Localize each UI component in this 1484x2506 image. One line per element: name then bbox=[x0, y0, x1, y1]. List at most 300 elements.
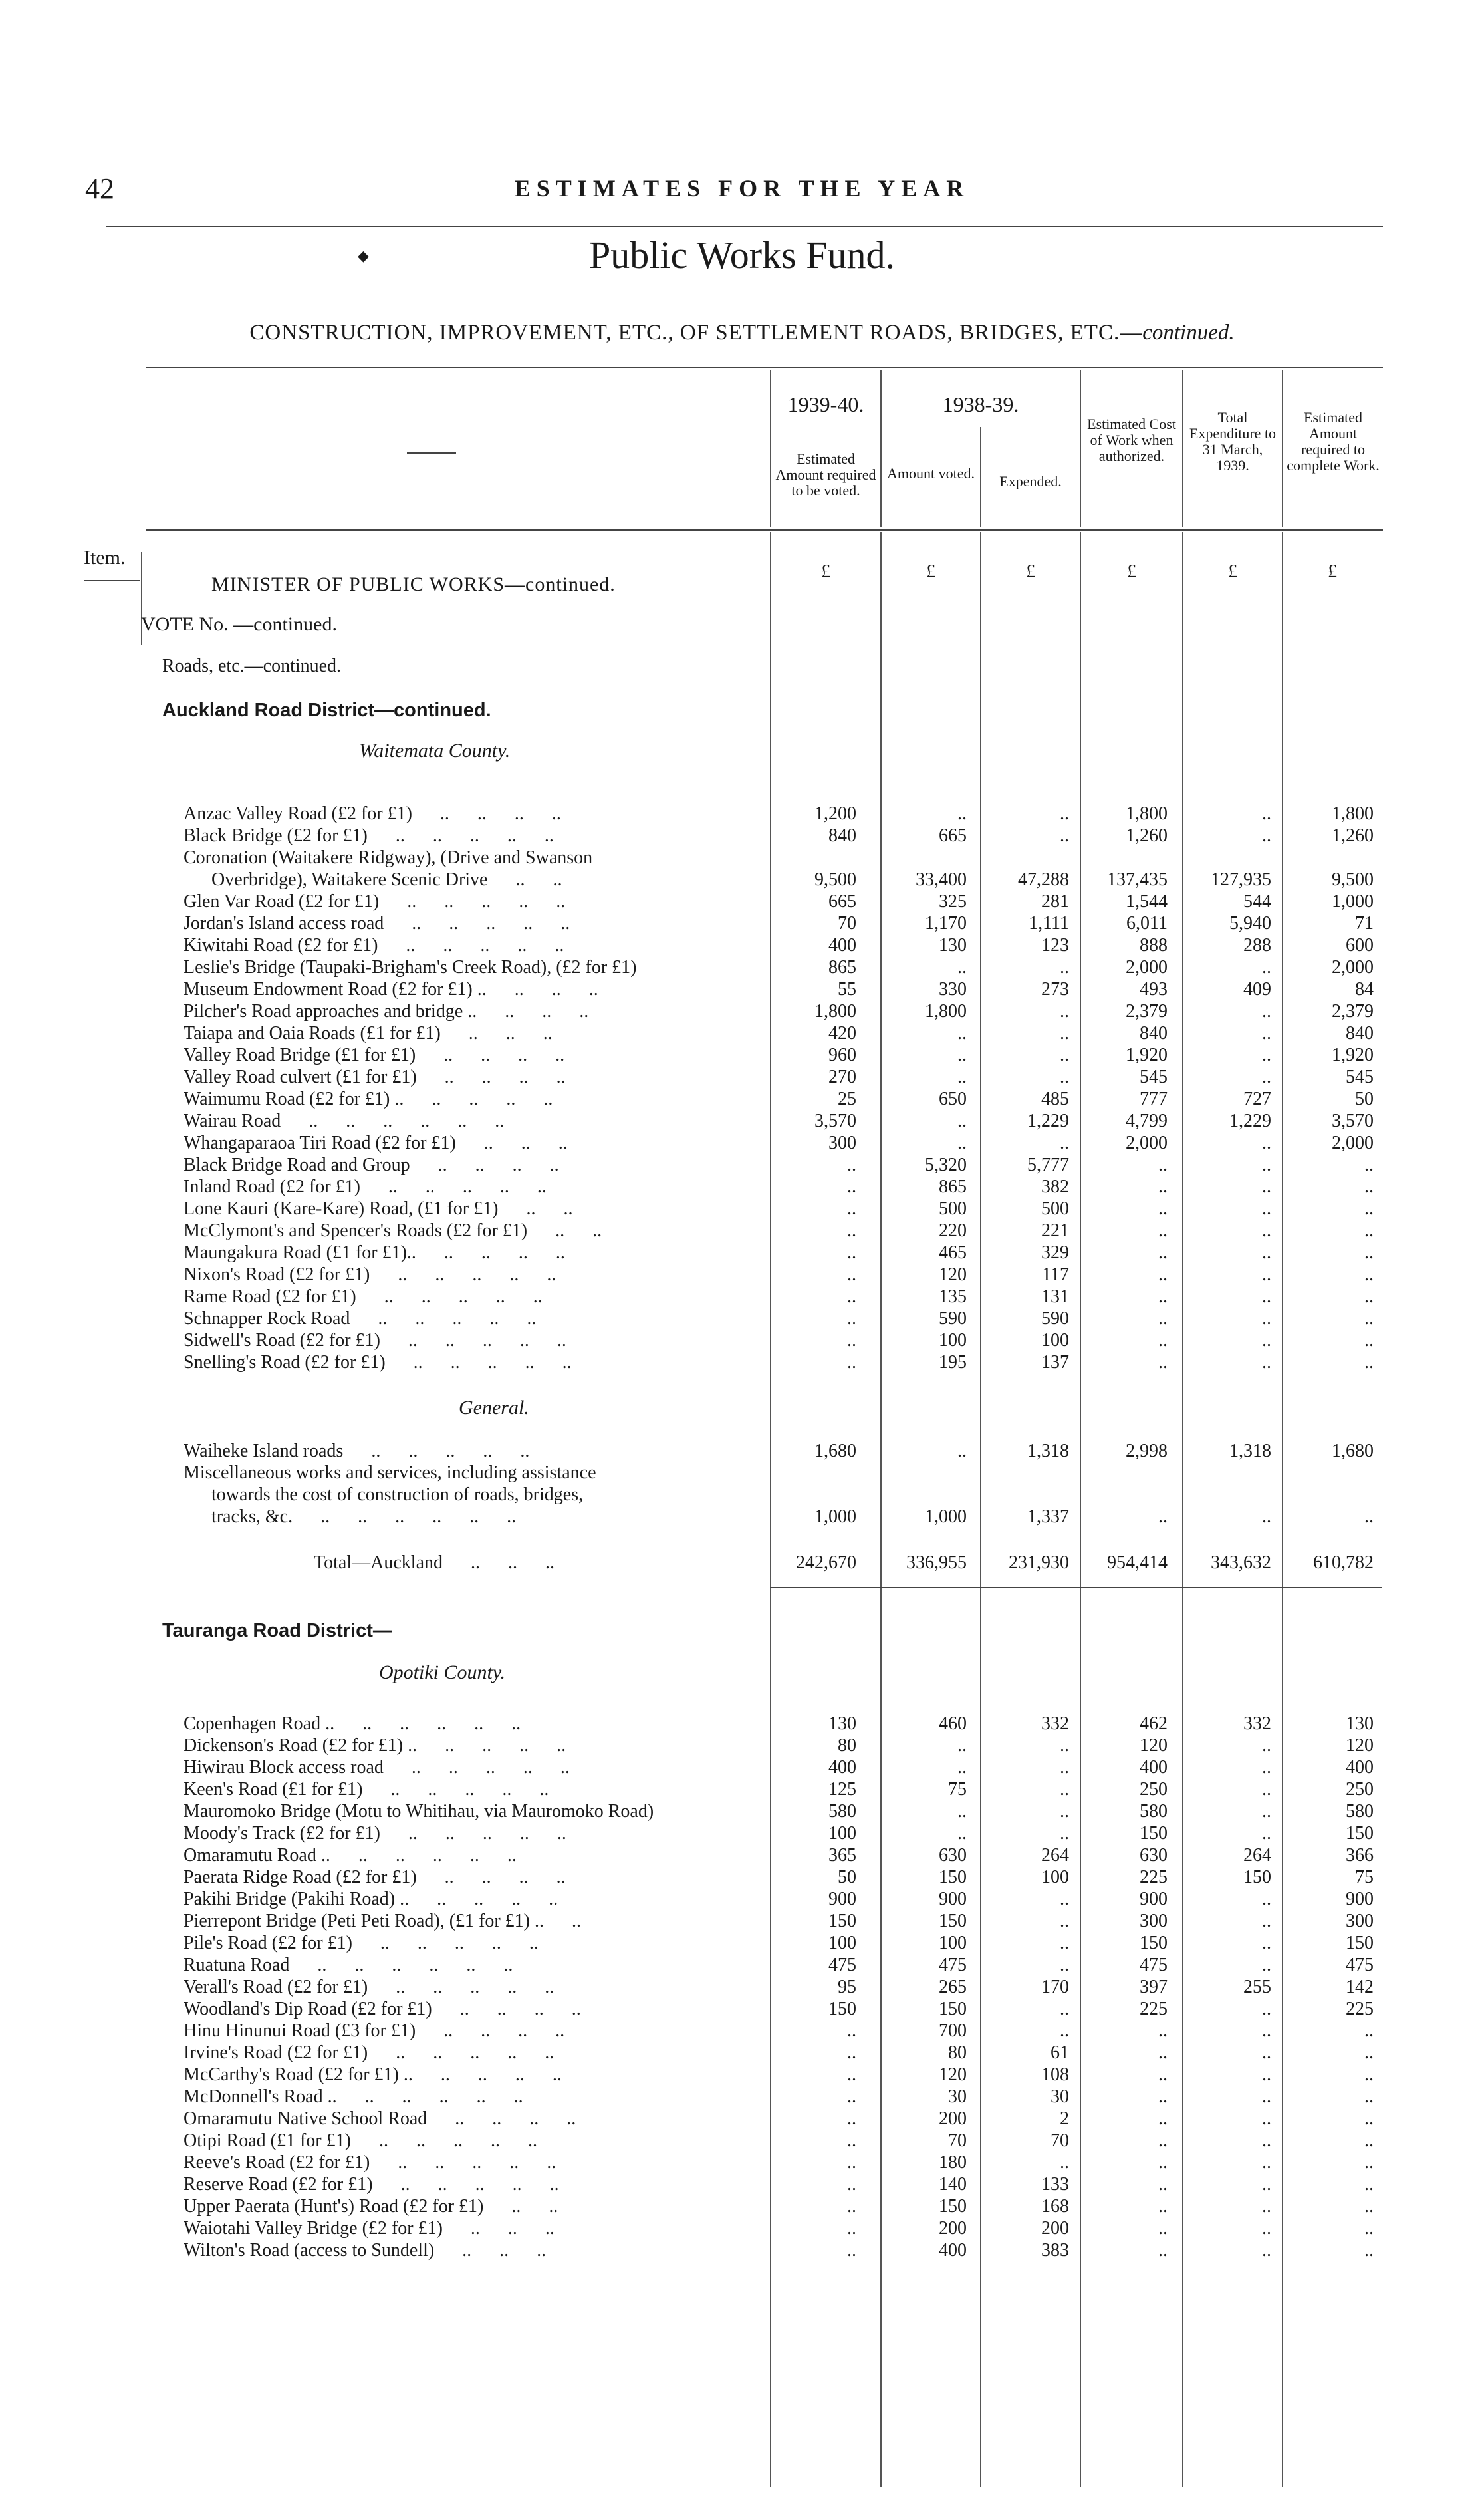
cell-col-2: .. bbox=[1060, 1955, 1069, 1975]
cell-col-5: .. bbox=[1364, 1352, 1374, 1373]
cell-col-4: .. bbox=[1262, 1220, 1271, 1241]
cell-col-5: 130 bbox=[1346, 1713, 1374, 1734]
row-label: Pile's Road (£2 for £1) .. .. .. .. .. bbox=[184, 1933, 539, 1953]
cell-col-3: .. bbox=[1158, 2020, 1168, 2041]
row-label: Omaramutu Native School Road .. .. .. .. bbox=[184, 2108, 576, 2129]
item-rule bbox=[84, 580, 140, 581]
row-label: Black Bridge (£2 for £1) .. .. .. .. .. bbox=[184, 825, 554, 846]
cell-col-1: 70 bbox=[948, 2130, 967, 2151]
cell-col-3: .. bbox=[1158, 2152, 1168, 2173]
row-label: Paerata Ridge Road (£2 for £1) .. .. .. .. bbox=[184, 1867, 566, 1887]
cell-col-3: .. bbox=[1158, 2196, 1168, 2217]
cell-col-0: 70 bbox=[838, 913, 856, 934]
cell-col-2: 61 bbox=[1051, 2042, 1069, 2063]
cell-col-5: 366 bbox=[1346, 1845, 1374, 1866]
cell-col-1: 80 bbox=[948, 2042, 967, 2063]
cell-col-4: .. bbox=[1262, 1001, 1271, 1022]
cell-col-2: .. bbox=[1060, 1757, 1069, 1778]
cell-col-4: .. bbox=[1262, 1933, 1271, 1953]
cell-col-5: .. bbox=[1364, 1177, 1374, 1197]
cell-col-3: .. bbox=[1158, 2042, 1168, 2063]
cell-col-5: 2,000 bbox=[1332, 957, 1374, 978]
row-label: Miscellaneous works and services, including assistance bbox=[184, 1462, 596, 1483]
cell-col-5: 610,782 bbox=[1313, 1552, 1374, 1573]
cell-col-4: 544 bbox=[1243, 891, 1271, 912]
cell-col-4: .. bbox=[1262, 2174, 1271, 2195]
cell-col-1: 1,000 bbox=[925, 1506, 967, 1527]
cell-col-4: .. bbox=[1262, 1330, 1271, 1351]
cell-col-0: .. bbox=[847, 2240, 856, 2261]
cell-col-4: 343,632 bbox=[1211, 1552, 1271, 1573]
cell-col-0: .. bbox=[847, 1264, 856, 1285]
cell-col-2: .. bbox=[1060, 1023, 1069, 1044]
col-divider bbox=[1080, 370, 1081, 527]
cell-col-2: 5,777 bbox=[1027, 1155, 1069, 1175]
cell-col-2: 1,111 bbox=[1029, 913, 1069, 934]
cell-col-4: .. bbox=[1262, 2086, 1271, 2107]
table-row bbox=[0, 1177, 1484, 1198]
table-row bbox=[0, 1264, 1484, 1286]
cell-col-1: 865 bbox=[939, 1177, 967, 1197]
table-row bbox=[0, 1155, 1484, 1176]
cell-col-0: 1,680 bbox=[814, 1441, 856, 1461]
cell-col-3: 2,379 bbox=[1126, 1001, 1168, 1022]
cell-col-5: 75 bbox=[1355, 1867, 1374, 1887]
cell-col-3: 630 bbox=[1140, 1845, 1168, 1866]
cell-col-1: 1,170 bbox=[925, 913, 967, 934]
total-rule bbox=[770, 1587, 1382, 1588]
header-dash bbox=[407, 452, 456, 454]
cell-col-0: .. bbox=[847, 2174, 856, 2195]
cell-col-1: .. bbox=[957, 803, 967, 824]
row-label: Valley Road culvert (£1 for £1) .. .. .. .. bbox=[184, 1067, 566, 1087]
table-row bbox=[0, 1242, 1484, 1264]
cell-col-0: .. bbox=[847, 1155, 856, 1175]
cell-col-5: .. bbox=[1364, 2152, 1374, 2173]
cell-col-1: 700 bbox=[939, 2020, 967, 2041]
cell-col-0: 960 bbox=[828, 1045, 856, 1065]
table-row bbox=[0, 1198, 1484, 1220]
cell-col-2: .. bbox=[1060, 1999, 1069, 2019]
cell-col-1: 325 bbox=[939, 891, 967, 912]
table-row bbox=[0, 1308, 1484, 1329]
cell-col-4: .. bbox=[1262, 1955, 1271, 1975]
col-divider bbox=[1182, 370, 1183, 527]
cell-col-4: .. bbox=[1262, 1999, 1271, 2019]
table-row bbox=[0, 1823, 1484, 1844]
cell-col-5: 545 bbox=[1346, 1067, 1374, 1087]
cell-col-4: 127,935 bbox=[1211, 869, 1271, 890]
cell-col-5: 150 bbox=[1346, 1933, 1374, 1953]
cell-col-2: .. bbox=[1060, 1735, 1069, 1756]
table-row bbox=[0, 1352, 1484, 1373]
cell-col-0: 840 bbox=[828, 825, 856, 846]
cell-col-1: 120 bbox=[939, 1264, 967, 1285]
cell-col-2: 273 bbox=[1041, 979, 1069, 1000]
cell-col-4: .. bbox=[1262, 2218, 1271, 2239]
row-label: Wilton's Road (access to Sundell) .. .. .. bbox=[184, 2240, 547, 2261]
table-row bbox=[0, 825, 1484, 847]
row-label: Woodland's Dip Road (£2 for £1) .. .. .. .. bbox=[184, 1999, 581, 2019]
row-label: Keen's Road (£1 for £1) .. .. .. .. .. bbox=[184, 1779, 549, 1800]
cell-col-3: .. bbox=[1158, 1155, 1168, 1175]
cell-col-4: .. bbox=[1262, 2108, 1271, 2129]
row-label: Jordan's Island access road .. .. .. .. .. bbox=[184, 913, 570, 934]
cell-col-0: .. bbox=[847, 1286, 856, 1307]
cell-col-4: .. bbox=[1262, 1823, 1271, 1844]
cell-col-1: .. bbox=[957, 957, 967, 978]
row-label: Dickenson's Road (£2 for £1) .. .. .. .. .. bbox=[184, 1735, 566, 1756]
cell-col-2: 117 bbox=[1042, 1264, 1069, 1285]
fund-mark-icon: ◆ bbox=[358, 247, 369, 264]
cell-col-1: 180 bbox=[939, 2152, 967, 2173]
cell-col-0: .. bbox=[847, 1352, 856, 1373]
cell-col-0: 25 bbox=[838, 1089, 856, 1109]
currency-symbol: £ bbox=[926, 561, 935, 582]
fund-title: Public Works Fund. bbox=[589, 233, 895, 277]
table-row bbox=[0, 1111, 1484, 1132]
cell-col-2: .. bbox=[1060, 957, 1069, 978]
year-1939-heading: 1939-40. bbox=[787, 392, 864, 416]
cell-col-5: 475 bbox=[1346, 1955, 1374, 1975]
cell-col-2: .. bbox=[1060, 803, 1069, 824]
auckland-district-heading: Auckland Road District—continued. bbox=[162, 700, 491, 721]
table-row bbox=[0, 847, 1484, 869]
cell-col-0: .. bbox=[847, 2218, 856, 2239]
cell-col-0: .. bbox=[847, 2042, 856, 2063]
cell-col-2: .. bbox=[1060, 1889, 1069, 1909]
cell-col-3: 400 bbox=[1140, 1757, 1168, 1778]
cell-col-3: 840 bbox=[1140, 1023, 1168, 1044]
cell-col-3: 900 bbox=[1140, 1889, 1168, 1909]
row-label: tracks, &c. .. .. .. .. .. .. bbox=[211, 1506, 517, 1527]
cell-col-0: .. bbox=[847, 2064, 856, 2085]
cell-col-4: .. bbox=[1262, 1177, 1271, 1197]
cell-col-4: .. bbox=[1262, 803, 1271, 824]
row-label: Taiapa and Oaia Roads (£1 for £1) .. .. .. bbox=[184, 1023, 553, 1044]
cell-col-0: 150 bbox=[828, 1999, 856, 2019]
cell-col-5: 150 bbox=[1346, 1823, 1374, 1844]
table-row bbox=[0, 935, 1484, 956]
cell-col-5: .. bbox=[1364, 2196, 1374, 2217]
table-row bbox=[0, 1462, 1484, 1484]
table-row bbox=[0, 1977, 1484, 1998]
col-estimated-cost: Estimated Cost of Work when authorized. bbox=[1087, 416, 1176, 464]
cell-col-2: 47,288 bbox=[1018, 869, 1069, 890]
cell-col-2: .. bbox=[1060, 1001, 1069, 1022]
cell-col-2: 131 bbox=[1041, 1286, 1069, 1307]
row-label: Omaramutu Road .. .. .. .. .. .. bbox=[184, 1845, 517, 1866]
opotiki-county-heading: Opotiki County. bbox=[379, 1661, 505, 1683]
waitemata-county-heading: Waitemata County. bbox=[359, 740, 511, 762]
cell-col-3: .. bbox=[1158, 1506, 1168, 1527]
col-estimated-voted: Estimated Amount required to be voted. bbox=[775, 450, 876, 499]
row-label: Waimumu Road (£2 for £1) .. .. .. .. .. bbox=[184, 1089, 553, 1109]
cell-col-0: .. bbox=[847, 2130, 856, 2151]
cell-col-4: .. bbox=[1262, 1757, 1271, 1778]
cell-col-0: .. bbox=[847, 1220, 856, 1241]
cell-col-5: .. bbox=[1364, 2064, 1374, 2085]
cell-col-2: .. bbox=[1060, 825, 1069, 846]
cell-col-5: 840 bbox=[1346, 1023, 1374, 1044]
header-bottom-rule bbox=[146, 529, 1383, 531]
row-label: Otipi Road (£1 for £1) .. .. .. .. .. bbox=[184, 2130, 537, 2151]
cell-col-5: .. bbox=[1364, 2086, 1374, 2107]
cell-col-3: 225 bbox=[1140, 1999, 1168, 2019]
cell-col-5: .. bbox=[1364, 1220, 1374, 1241]
cell-col-0: 55 bbox=[838, 979, 856, 1000]
cell-col-0: 420 bbox=[828, 1023, 856, 1044]
row-label: Irvine's Road (£2 for £1) .. .. .. .. .. bbox=[184, 2042, 555, 2063]
cell-col-4: 5,940 bbox=[1229, 913, 1271, 934]
row-label: Copenhagen Road .. .. .. .. .. .. bbox=[184, 1713, 521, 1734]
cell-col-2: 485 bbox=[1041, 1089, 1069, 1109]
cell-col-1: 500 bbox=[939, 1198, 967, 1219]
cell-col-5: 400 bbox=[1346, 1757, 1374, 1778]
cell-col-5: 1,260 bbox=[1332, 825, 1374, 846]
cell-col-3: .. bbox=[1158, 1308, 1168, 1329]
cell-col-2: 133 bbox=[1041, 2174, 1069, 2195]
cell-col-2: 137 bbox=[1041, 1352, 1069, 1373]
cell-col-4: 288 bbox=[1243, 935, 1271, 956]
cell-col-3: 150 bbox=[1140, 1823, 1168, 1844]
row-label: Waiheke Island roads .. .. .. .. .. bbox=[184, 1441, 530, 1461]
cell-col-1: 475 bbox=[939, 1955, 967, 1975]
cell-col-4: .. bbox=[1262, 1308, 1271, 1329]
cell-col-0: 475 bbox=[828, 1955, 856, 1975]
cell-col-0: 1,000 bbox=[814, 1506, 856, 1527]
cell-col-4: .. bbox=[1262, 1133, 1271, 1153]
cell-col-3: .. bbox=[1158, 2064, 1168, 2085]
cell-col-0: .. bbox=[847, 2108, 856, 2129]
cell-col-1: .. bbox=[957, 1735, 967, 1756]
cell-col-3: 6,011 bbox=[1126, 913, 1168, 934]
table-row bbox=[0, 1133, 1484, 1154]
row-label: Reserve Road (£2 for £1) .. .. .. .. .. bbox=[184, 2174, 559, 2195]
row-label: Coronation (Waitakere Ridgway), (Drive and Swanson bbox=[184, 847, 593, 868]
cell-col-1: 33,400 bbox=[916, 869, 967, 890]
table-row bbox=[0, 1506, 1484, 1528]
general-heading: General. bbox=[459, 1397, 529, 1419]
cell-col-4: .. bbox=[1262, 1045, 1271, 1065]
cell-col-5: .. bbox=[1364, 1308, 1374, 1329]
cell-col-5: .. bbox=[1364, 1286, 1374, 1307]
col-estimated-complete: Estimated Amount required to complete Work. bbox=[1287, 409, 1380, 474]
cell-col-3: 2,000 bbox=[1126, 957, 1168, 978]
cell-col-3: 397 bbox=[1140, 1977, 1168, 1997]
cell-col-3: .. bbox=[1158, 2086, 1168, 2107]
table-row bbox=[0, 1286, 1484, 1308]
cell-col-1: 650 bbox=[939, 1089, 967, 1109]
cell-col-3: 954,414 bbox=[1107, 1552, 1168, 1573]
cell-col-5: .. bbox=[1364, 2218, 1374, 2239]
cell-col-0: 665 bbox=[828, 891, 856, 912]
row-label: Inland Road (£2 for £1) .. .. .. .. .. bbox=[184, 1177, 547, 1197]
row-label: Upper Paerata (Hunt's) Road (£2 for £1) .. .. bbox=[184, 2196, 558, 2217]
cell-col-4: 409 bbox=[1243, 979, 1271, 1000]
table-row bbox=[0, 1933, 1484, 1954]
cell-col-3: 1,260 bbox=[1126, 825, 1168, 846]
cell-col-4: 332 bbox=[1243, 1713, 1271, 1734]
cell-col-3: 888 bbox=[1140, 935, 1168, 956]
cell-col-4: .. bbox=[1262, 1242, 1271, 1263]
cell-col-3: .. bbox=[1158, 2108, 1168, 2129]
table-row bbox=[0, 2174, 1484, 2195]
cell-col-2: 100 bbox=[1041, 1330, 1069, 1351]
cell-col-5: .. bbox=[1364, 2240, 1374, 2261]
total-row-line bbox=[0, 1552, 1484, 1574]
cell-col-4: .. bbox=[1262, 1067, 1271, 1087]
roads-heading: Roads, etc.—continued. bbox=[162, 656, 342, 676]
table-row bbox=[0, 1801, 1484, 1822]
row-label: Maungakura Road (£1 for £1).. .. .. .. .. bbox=[184, 1242, 565, 1263]
cell-col-0: .. bbox=[847, 1330, 856, 1351]
cell-col-3: .. bbox=[1158, 2240, 1168, 2261]
cell-col-1: 330 bbox=[939, 979, 967, 1000]
row-label: Mauromoko Bridge (Motu to Whitihau, via Mauromoko Road) bbox=[184, 1801, 654, 1822]
cell-col-5: .. bbox=[1364, 2042, 1374, 2063]
table-row bbox=[0, 1955, 1484, 1976]
cell-col-5: .. bbox=[1364, 1506, 1374, 1527]
page-number: 42 bbox=[85, 172, 114, 205]
cell-col-5: 1,680 bbox=[1332, 1441, 1374, 1461]
currency-symbol: £ bbox=[1228, 561, 1237, 582]
cell-col-3: .. bbox=[1158, 1264, 1168, 1285]
cell-col-5: .. bbox=[1364, 1264, 1374, 1285]
header-rule bbox=[106, 226, 1383, 227]
cell-col-1: 265 bbox=[939, 1977, 967, 1997]
cell-col-0: 242,670 bbox=[796, 1552, 856, 1573]
cell-col-4: .. bbox=[1262, 2196, 1271, 2217]
cell-col-0: .. bbox=[847, 1242, 856, 1263]
cell-col-3: .. bbox=[1158, 2218, 1168, 2239]
cell-col-2: 332 bbox=[1041, 1713, 1069, 1734]
cell-col-4: .. bbox=[1262, 1506, 1271, 1527]
table-row bbox=[0, 2086, 1484, 2108]
cell-col-1: 336,955 bbox=[906, 1552, 967, 1573]
currency-symbol: £ bbox=[1026, 561, 1035, 582]
table-row bbox=[0, 979, 1484, 1000]
cell-col-2: 590 bbox=[1041, 1308, 1069, 1329]
cell-col-2: 108 bbox=[1041, 2064, 1069, 2085]
cell-col-0: 270 bbox=[828, 1067, 856, 1087]
table-row bbox=[0, 1484, 1484, 1506]
cell-col-1: 465 bbox=[939, 1242, 967, 1263]
cell-col-5: .. bbox=[1364, 1198, 1374, 1219]
cell-col-2: .. bbox=[1060, 1045, 1069, 1065]
cell-col-0: 50 bbox=[838, 1867, 856, 1887]
row-label: Ruatuna Road .. .. .. .. .. .. bbox=[184, 1955, 513, 1975]
cell-col-5: 225 bbox=[1346, 1999, 1374, 2019]
cell-col-0: 9,500 bbox=[814, 869, 856, 890]
cell-col-2: .. bbox=[1060, 2020, 1069, 2041]
cell-col-0: 365 bbox=[828, 1845, 856, 1866]
table-row bbox=[0, 869, 1484, 891]
cell-col-0: 300 bbox=[828, 1133, 856, 1153]
cell-col-2: 168 bbox=[1041, 2196, 1069, 2217]
cell-col-1: 460 bbox=[939, 1713, 967, 1734]
cell-col-3: 580 bbox=[1140, 1801, 1168, 1822]
cell-col-2: 200 bbox=[1041, 2218, 1069, 2239]
row-label: Museum Endowment Road (£2 for £1) .. .. .. .. bbox=[184, 979, 598, 1000]
row-label: Leslie's Bridge (Taupaki-Brigham's Creek Road), (£2 for £1) bbox=[184, 957, 637, 978]
cell-col-3: 1,544 bbox=[1126, 891, 1168, 912]
cell-col-3: 1,800 bbox=[1126, 803, 1168, 824]
cell-col-1: 150 bbox=[939, 2196, 967, 2217]
cell-col-2: .. bbox=[1060, 1823, 1069, 1844]
cell-col-1: 100 bbox=[939, 1933, 967, 1953]
table-row bbox=[0, 1330, 1484, 1351]
cell-col-4: .. bbox=[1262, 1889, 1271, 1909]
cell-col-4: .. bbox=[1262, 1155, 1271, 1175]
row-label: towards the cost of construction of roads, bridges, bbox=[211, 1484, 584, 1505]
table-row bbox=[0, 1713, 1484, 1735]
cell-col-5: 1,000 bbox=[1332, 891, 1374, 912]
cell-col-5: 580 bbox=[1346, 1801, 1374, 1822]
cell-col-3: 545 bbox=[1140, 1067, 1168, 1087]
table-row bbox=[0, 2064, 1484, 2086]
cell-col-1: 1,800 bbox=[925, 1001, 967, 1022]
cell-col-3: 2,000 bbox=[1126, 1133, 1168, 1153]
table-row bbox=[0, 913, 1484, 934]
cell-col-0: 80 bbox=[838, 1735, 856, 1756]
cell-col-4: .. bbox=[1262, 1198, 1271, 1219]
cell-col-3: .. bbox=[1158, 1286, 1168, 1307]
row-label: Valley Road Bridge (£1 for £1) .. .. .. .. bbox=[184, 1045, 565, 1065]
cell-col-4: .. bbox=[1262, 957, 1271, 978]
table-row bbox=[0, 1220, 1484, 1242]
cell-col-1: 630 bbox=[939, 1845, 967, 1866]
cell-col-5: .. bbox=[1364, 2174, 1374, 2195]
cell-col-0: 150 bbox=[828, 1911, 856, 1931]
cell-col-1: 590 bbox=[939, 1308, 967, 1329]
currency-symbol: £ bbox=[1328, 561, 1337, 582]
cell-col-0: 1,200 bbox=[814, 803, 856, 824]
cell-col-4: .. bbox=[1262, 2130, 1271, 2151]
cell-col-0: 130 bbox=[828, 1713, 856, 1734]
cell-col-2: .. bbox=[1060, 1911, 1069, 1931]
cell-col-0: 400 bbox=[828, 1757, 856, 1778]
cell-col-2: .. bbox=[1060, 1933, 1069, 1953]
row-label: Anzac Valley Road (£2 for £1) .. .. .. .. bbox=[184, 803, 561, 824]
cell-col-5: 250 bbox=[1346, 1779, 1374, 1800]
cell-col-0: 125 bbox=[828, 1779, 856, 1800]
row-label: Whangaparaoa Tiri Road (£2 for £1) .. .. .. bbox=[184, 1133, 568, 1153]
cell-col-2: 231,930 bbox=[1009, 1552, 1069, 1573]
vote-heading: VOTE No. —continued. bbox=[141, 613, 337, 635]
cell-col-5: 1,800 bbox=[1332, 803, 1374, 824]
row-label: Kiwitahi Road (£2 for £1) .. .. .. .. .. bbox=[184, 935, 564, 956]
cell-col-4: 1,229 bbox=[1229, 1111, 1271, 1131]
row-label: Wairau Road .. .. .. .. .. .. bbox=[184, 1111, 505, 1131]
currency-symbol: £ bbox=[821, 561, 830, 582]
row-label: Moody's Track (£2 for £1) .. .. .. .. .. bbox=[184, 1823, 566, 1844]
cell-col-2: 123 bbox=[1041, 935, 1069, 956]
cell-col-1: 5,320 bbox=[925, 1155, 967, 1175]
cell-col-2: 500 bbox=[1041, 1198, 1069, 1219]
cell-col-2: 264 bbox=[1041, 1845, 1069, 1866]
cell-col-2: 281 bbox=[1041, 891, 1069, 912]
table-row bbox=[0, 1757, 1484, 1778]
cell-col-3: 300 bbox=[1140, 1911, 1168, 1931]
row-label: Snelling's Road (£2 for £1) .. .. .. .. .. bbox=[184, 1352, 572, 1373]
cell-col-5: .. bbox=[1364, 2130, 1374, 2151]
cell-col-3: .. bbox=[1158, 1198, 1168, 1219]
table-row bbox=[0, 1845, 1484, 1866]
cell-col-5: 1,920 bbox=[1332, 1045, 1374, 1065]
cell-col-5: 9,500 bbox=[1332, 869, 1374, 890]
row-label: Reeve's Road (£2 for £1) .. .. .. .. .. bbox=[184, 2152, 556, 2173]
